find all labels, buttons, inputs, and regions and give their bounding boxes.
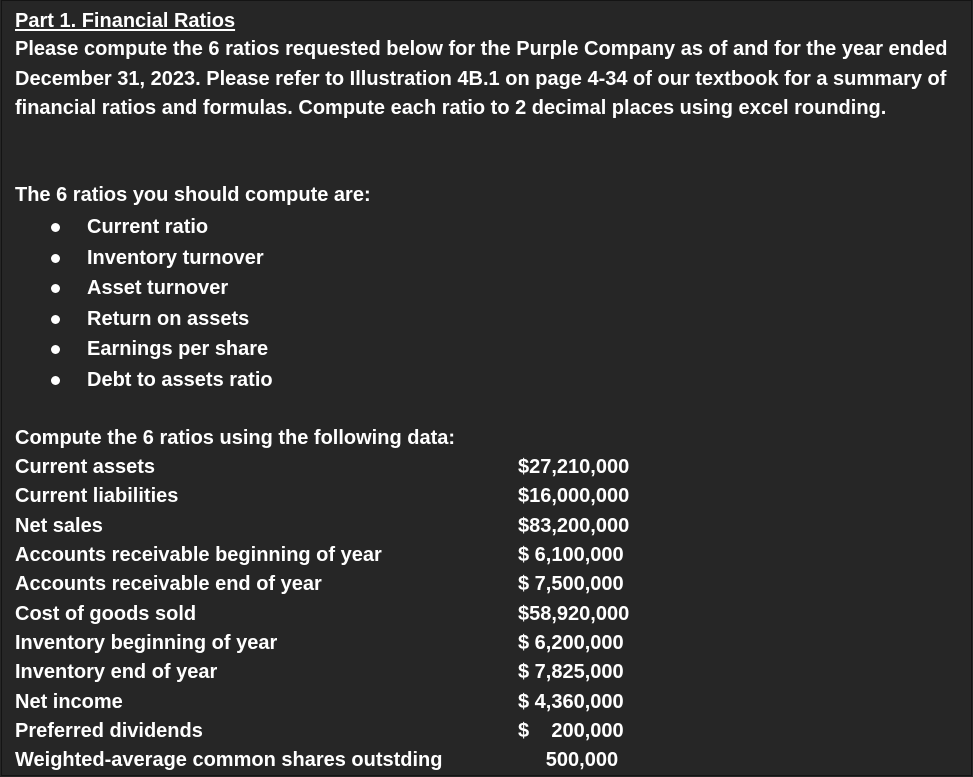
row-label: Weighted-average common shares outstding — [15, 749, 443, 772]
row-value: $16,000,000 — [518, 485, 630, 508]
row-value: $58,920,000 — [518, 602, 630, 625]
ratio-label: Current ratio — [87, 216, 209, 238]
table-row — [15, 482, 643, 511]
instructions-paragraph: Please compute the 6 ratios requested below for the Purple Company as of and for the year ended December 31, 2023. Please refer to Illustration 4B.1 on page 4-34 of our textbook for a summary of financial ratios and formulas. Compute each ratio to 2 decimal places using excel rounding. — [15, 38, 948, 119]
row-value: $ 6,100,000 — [518, 544, 624, 567]
section-heading: Part 1. Financial Ratios — [15, 10, 236, 32]
ratio-label: Asset turnover — [87, 277, 229, 299]
row-label: Inventory end of year — [15, 661, 218, 684]
table-row — [15, 717, 643, 746]
row-value: $ 7,500,000 — [518, 573, 624, 596]
row-label: Accounts receivable end of year — [15, 573, 322, 596]
row-value: $83,200,000 — [518, 514, 630, 537]
bullet-icon — [51, 284, 60, 293]
row-label: Accounts receivable beginning of year — [15, 544, 382, 567]
ratio-label: Inventory turnover — [87, 246, 264, 269]
table-row — [15, 541, 643, 570]
table-row — [15, 453, 643, 482]
document-page — [1, 0, 972, 776]
financial-data-table — [15, 453, 643, 775]
table-row — [15, 599, 643, 628]
row-label: Preferred dividends — [15, 719, 203, 742]
table-row — [15, 512, 643, 541]
row-label: Net income — [15, 690, 123, 713]
row-value: $ 200,000 — [518, 719, 624, 742]
row-label: Current liabilities — [15, 485, 179, 508]
row-value: $ 7,825,000 — [518, 661, 624, 684]
ratio-label: Debt to assets ratio — [87, 368, 273, 391]
table-row — [15, 687, 643, 716]
table-row — [15, 658, 643, 687]
bullet-icon — [51, 315, 60, 324]
ratios-list-title: The 6 ratios you should compute are: — [15, 184, 371, 206]
ratio-label: Earnings per share — [87, 338, 269, 360]
bullet-icon — [51, 223, 60, 232]
row-value: $ 4,360,000 — [518, 690, 624, 713]
bullet-icon — [51, 376, 60, 385]
row-label: Current assets — [15, 456, 156, 479]
row-label: Cost of goods sold — [15, 602, 197, 625]
row-value: 500,000 — [518, 749, 619, 772]
bullet-icon — [51, 345, 60, 354]
row-value: $27,210,000 — [518, 456, 630, 479]
table-row — [15, 570, 643, 599]
table-row — [15, 629, 643, 658]
row-label: Net sales — [15, 514, 103, 537]
row-label: Inventory beginning of year — [15, 631, 278, 654]
ratio-label: Return on assets — [87, 307, 250, 330]
data-section-title: Compute the 6 ratios using the following data: — [15, 427, 456, 449]
bullet-icon — [51, 254, 60, 263]
row-value: $ 6,200,000 — [518, 631, 624, 654]
table-row — [15, 746, 643, 775]
